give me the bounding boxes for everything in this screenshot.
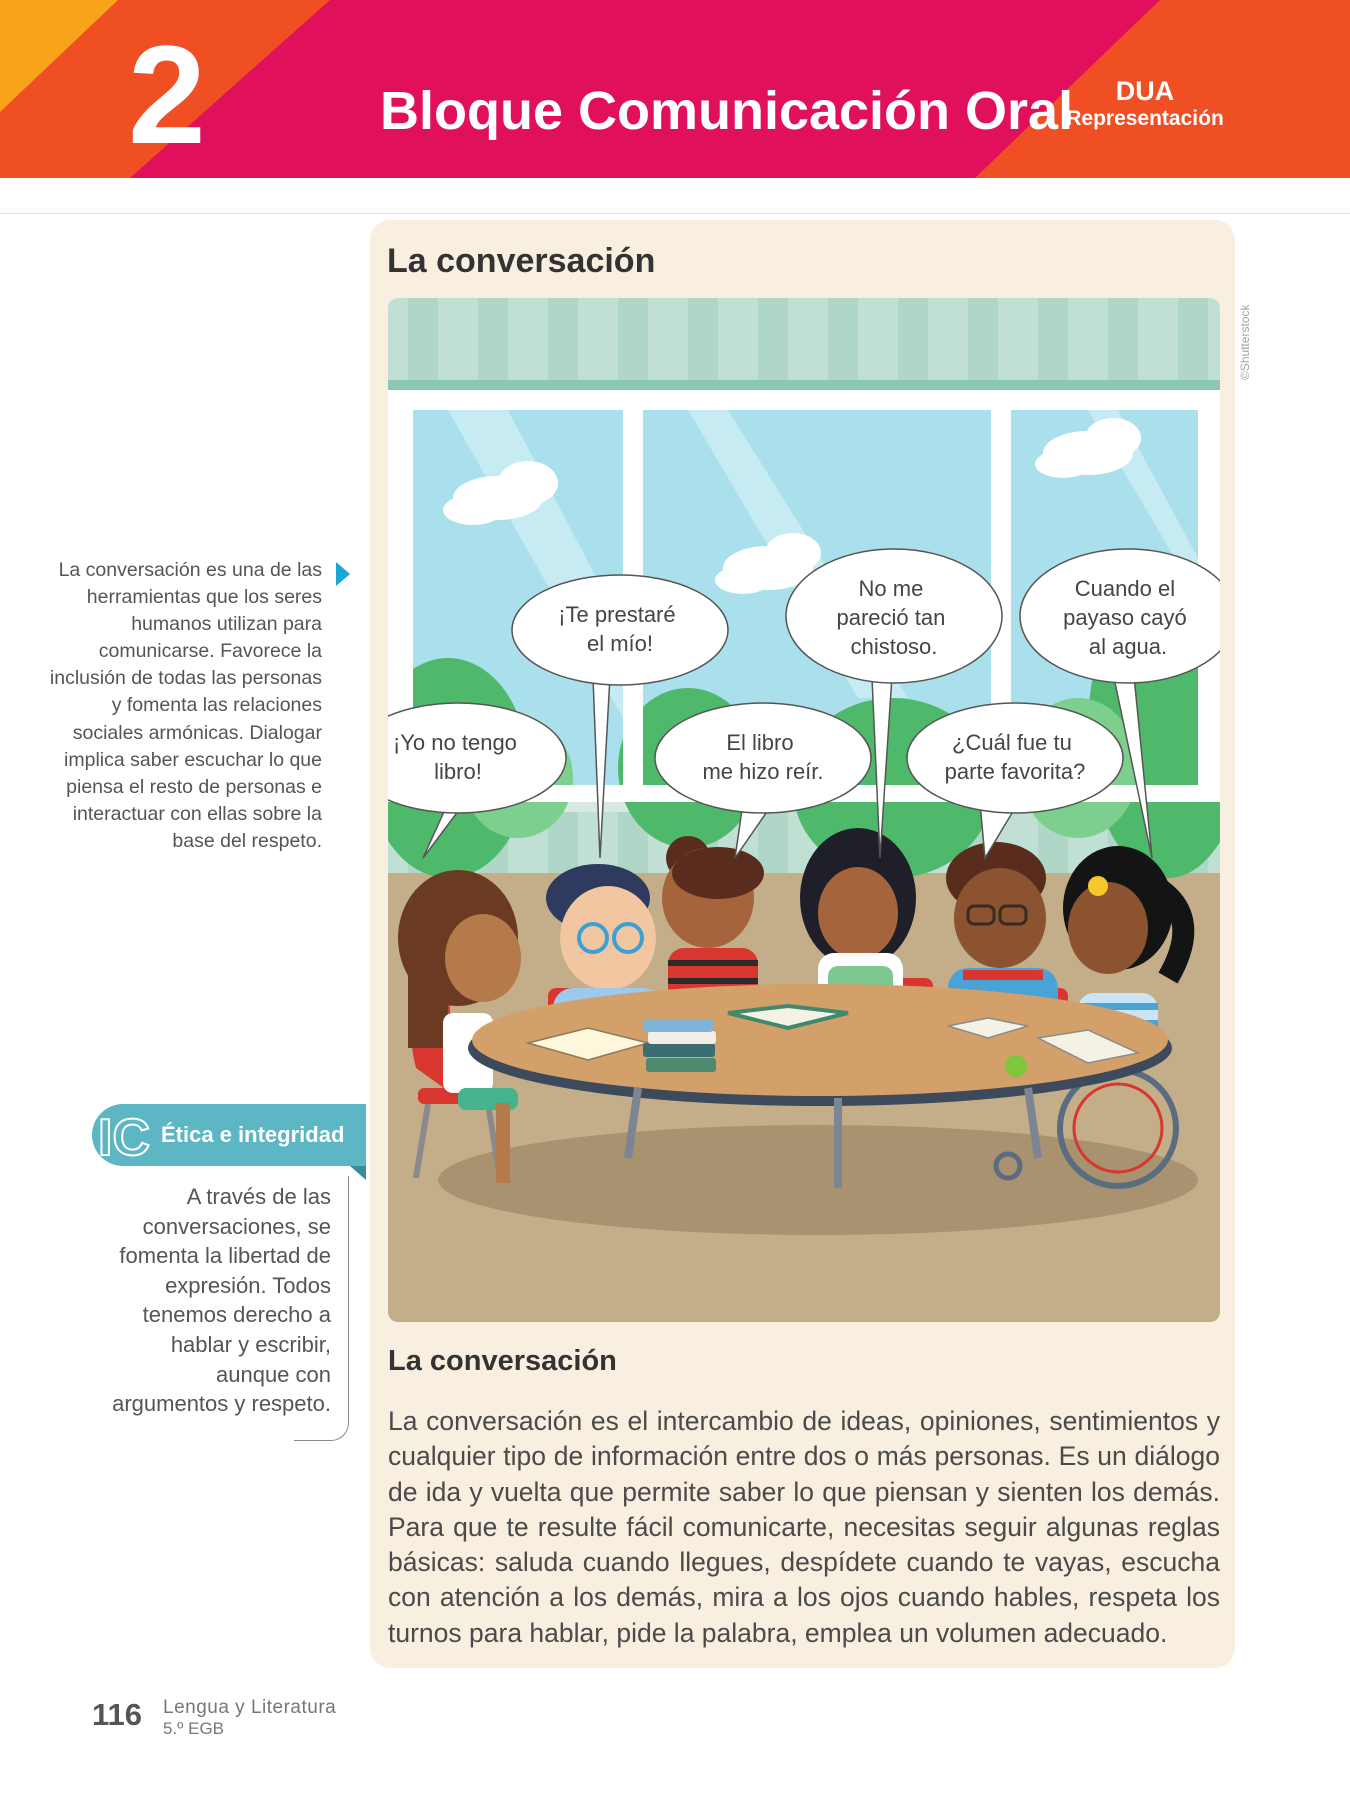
speech-bubble-5: ¿Cuál fue tu parte favorita? [944,730,1086,784]
unit-number: 2 [128,16,206,173]
classroom-illustration [388,298,1220,1322]
ethics-label: Ética e integridad [161,1122,345,1147]
ethics-text: A través de las conversaciones, se fomenta la libertad de expresión. Todos tenemos derecho a hablar y escribir, aunque con argumentos y respeto. [112,1184,331,1417]
body-paragraph: La conversación es el intercambio de ideas, opiniones, sentimientos y cualquier tipo de información entre dos o más personas. Es un diálogo de ida y vuelta que permite saber lo que piensan y sienten los demás. Para que te resulte fácil comunicarte, necesitas seguir algunas reglas básicas: saluda cuando llegues, despídete cuando te vayas, escucha con atención a los demás, mira a los ojos cuando hables, respeta los turnos para hablar, pide la palabra, emplea un volumen adecuado. [388,1406,1220,1648]
ethics-tab-fold [350,1166,366,1180]
dua-subtitle: Representación [1066,107,1224,130]
dua-label: DUA [1115,76,1175,106]
side-note: La conversación es una de las herramientas que los seres humanos utilizan para comunicarse. Favorece la inclusión de todas las personas y fomenta las relaciones sociales armónicas. Dialogar implica saber escuchar lo que piensa el resto de personas e interactuar con ellas sobre la base del respeto. [49,559,322,852]
image-credit: ©Shutterstock [1238,304,1252,380]
speech-bubble-6: Cuando el payaso cayó al agua. [1063,576,1187,659]
ethics-logo-icon [96,1110,158,1160]
page-number: 116 [92,1697,143,1732]
subsection-title: La conversación [388,1345,617,1377]
side-note-arrow-icon [336,562,350,586]
speech-bubble-3: El libro me hizo reír. [702,730,824,784]
book-name: Lengua y Literatura [163,1697,337,1718]
speech-bubble-1: ¡Yo no tengo libro! [392,730,517,784]
book-grade: 5.º EGB [163,1719,225,1738]
header-banner [0,0,1350,178]
block-title: Bloque Comunicación Oral [380,81,1074,141]
speech-bubble-2: ¡Te prestaré el mío! [558,602,676,656]
svg-text:IC: IC [98,1110,150,1160]
classroom-scene [388,298,1220,1322]
speech-bubble-4: No me pareció tan chistoso. [836,576,946,659]
section-title: La conversación [387,242,656,280]
header-divider [0,213,1350,214]
